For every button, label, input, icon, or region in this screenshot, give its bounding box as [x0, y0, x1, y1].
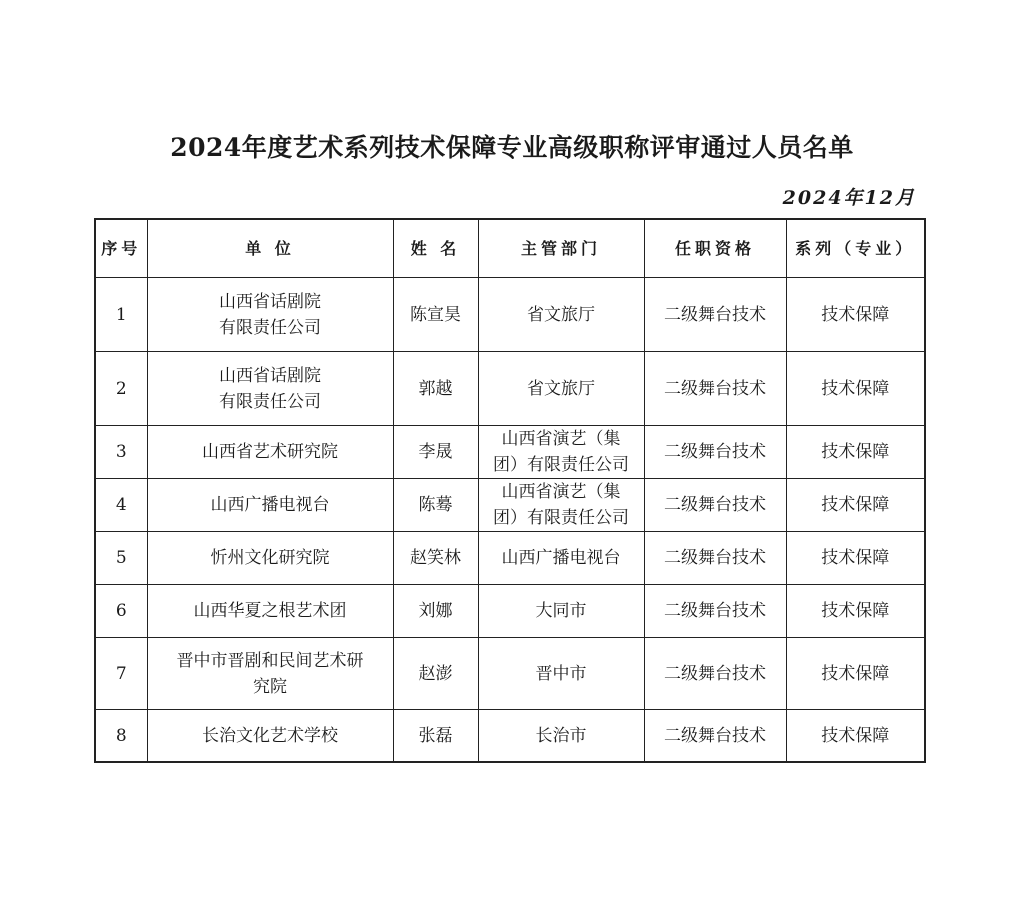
table-row: [95, 638, 925, 710]
table-row: [95, 585, 925, 638]
cell-unit-line: 忻州文化研究院: [210, 548, 330, 568]
cell-qualification: 二级舞台技术: [644, 278, 786, 352]
cell-department-line: 大同市: [535, 601, 587, 621]
cell-unit-line: 山西省艺术研究院: [202, 442, 338, 462]
cell-department-line: 山西省演艺（集: [501, 429, 621, 449]
header-index: 序号: [95, 219, 147, 278]
cell-unit: [147, 638, 393, 710]
cell-qualification: 二级舞台技术: [644, 638, 786, 710]
cell-index: 2: [95, 352, 147, 426]
cell-department-line: 省文旅厅: [527, 304, 595, 325]
cell-name: 陈蓦: [393, 479, 478, 532]
cell-name: 李晟: [393, 426, 478, 479]
header-qualification: 任职资格: [644, 219, 786, 278]
cell-name: 赵澎: [393, 638, 478, 710]
cell-qualification: 二级舞台技术: [644, 426, 786, 479]
cell-unit: [147, 426, 393, 479]
cell-unit: [147, 352, 393, 426]
cell-unit-line: 有限责任公司: [219, 391, 321, 412]
cell-unit-line: 长治文化艺术学校: [202, 725, 338, 746]
cell-series: 技术保障: [786, 426, 925, 479]
header-name: 姓 名: [393, 219, 478, 278]
table-row: [95, 710, 925, 763]
header-department: 主管部门: [478, 219, 644, 278]
cell-index: 8: [95, 710, 147, 763]
cell-series: 技术保障: [786, 638, 925, 710]
page-title: 2024年度艺术系列技术保障专业高级职称评审通过人员名单: [170, 133, 854, 162]
cell-series: 技术保障: [786, 278, 925, 352]
personnel-table: [94, 218, 926, 763]
cell-department: [478, 426, 644, 479]
cell-department-line: 山西省演艺（集: [501, 482, 621, 502]
cell-department: [478, 585, 644, 638]
cell-unit-line: 山西广播电视台: [210, 495, 330, 515]
cell-qualification: 二级舞台技术: [644, 479, 786, 532]
cell-index: 1: [95, 278, 147, 352]
cell-name: 张磊: [393, 710, 478, 763]
cell-series: 技术保障: [786, 352, 925, 426]
cell-index: 3: [95, 426, 147, 479]
cell-qualification: 二级舞台技术: [644, 710, 786, 763]
cell-unit: [147, 479, 393, 532]
cell-department: [478, 710, 644, 763]
cell-unit: [147, 278, 393, 352]
cell-unit-line: 晋中市晋剧和民间艺术研: [176, 650, 364, 671]
cell-name: 陈宣昊: [393, 278, 478, 352]
header-series: 系列（专业）: [786, 219, 925, 278]
cell-index: 5: [95, 532, 147, 585]
header-unit: 单 位: [147, 219, 393, 278]
cell-unit: [147, 585, 393, 638]
cell-series: 技术保障: [786, 532, 925, 585]
table-row: [95, 479, 925, 532]
cell-unit: [147, 532, 393, 585]
table-header-row: [95, 219, 925, 278]
cell-department: [478, 638, 644, 710]
cell-qualification: 二级舞台技术: [644, 352, 786, 426]
cell-name: 赵笑林: [393, 532, 478, 585]
cell-unit-line: 山西省话剧院: [219, 365, 321, 386]
cell-department: [478, 479, 644, 532]
table-row: [95, 352, 925, 426]
cell-qualification: 二级舞台技术: [644, 532, 786, 585]
cell-department-line: 团）有限责任公司: [493, 455, 629, 475]
cell-index: 7: [95, 638, 147, 710]
cell-unit-line: 究院: [253, 676, 287, 697]
table-row: [95, 278, 925, 352]
cell-unit-line: 山西省话剧院: [219, 291, 321, 312]
cell-series: 技术保障: [786, 710, 925, 763]
table-row: [95, 532, 925, 585]
cell-index: 4: [95, 479, 147, 532]
cell-index: 6: [95, 585, 147, 638]
cell-department: [478, 532, 644, 585]
table-row: [95, 426, 925, 479]
cell-unit: [147, 710, 393, 763]
cell-series: 技术保障: [786, 479, 925, 532]
cell-name: 刘娜: [393, 585, 478, 638]
cell-department-line: 长治市: [535, 725, 587, 746]
cell-unit-line: 有限责任公司: [219, 317, 321, 338]
cell-department-line: 晋中市: [535, 663, 587, 684]
cell-series: 技术保障: [786, 585, 925, 638]
cell-unit-line: 山西华夏之根艺术团: [193, 601, 347, 621]
cell-department-line: 省文旅厅: [527, 378, 595, 399]
cell-department-line: 山西广播电视台: [501, 548, 621, 568]
cell-department-line: 团）有限责任公司: [493, 508, 629, 528]
cell-department: [478, 352, 644, 426]
cell-name: 郭越: [393, 352, 478, 426]
document-date: 2024年12月: [782, 187, 916, 209]
cell-qualification: 二级舞台技术: [644, 585, 786, 638]
cell-department: [478, 278, 644, 352]
